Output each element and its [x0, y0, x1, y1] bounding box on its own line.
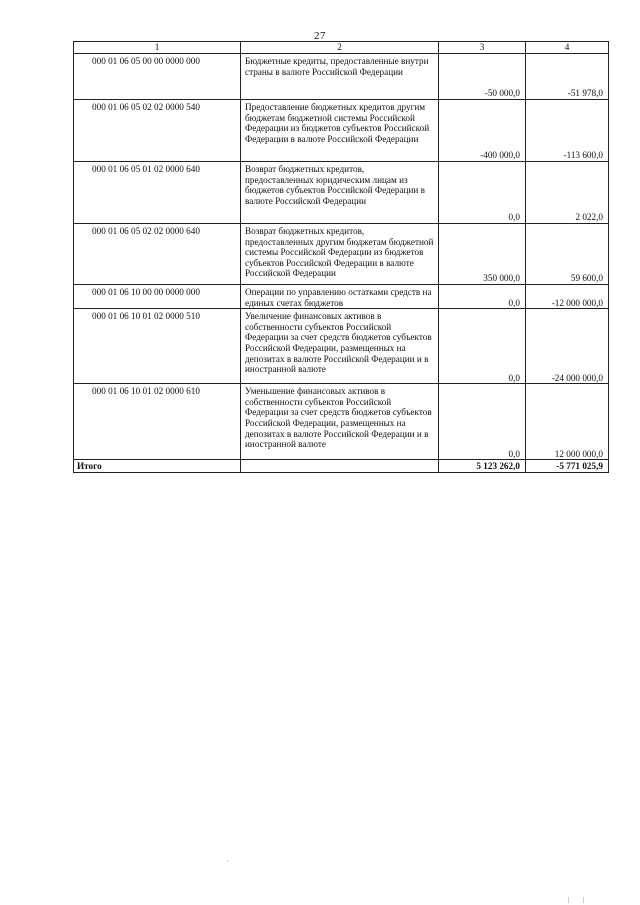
amount-col3: 350 000,0 — [439, 224, 526, 285]
amount-col3: -400 000,0 — [439, 100, 526, 162]
total-empty-cell — [241, 460, 439, 473]
amount-col4: 12 000 000,0 — [526, 384, 609, 460]
total-label: Итого — [74, 460, 241, 473]
amount-col3: -50 000,0 — [439, 54, 526, 100]
table-row — [74, 384, 609, 460]
total-col3: 5 123 262,0 — [439, 460, 526, 473]
amount-col4: -12 000 000,0 — [526, 285, 609, 309]
amount-col3: 0,0 — [439, 162, 526, 224]
amount-col3: 0,0 — [439, 384, 526, 460]
amount-col3: 0,0 — [439, 309, 526, 384]
item-name: Возврат бюджетных кредитов, предоставленных юридическим лицам из бюджетов субъектов Российской Федерации в валюте Российской Федерации — [241, 162, 439, 224]
column-header-2: 2 — [241, 42, 439, 54]
amount-col4: -51 978,0 — [526, 54, 609, 100]
item-name: Уменьшение финансовых активов в собственности субъектов Российской Федерации за счет средств бюджетов субъектов Российской Федерации, размещенных на депозитах в валюте Российской Федерации и в иностранной валюте — [241, 384, 439, 460]
table-row — [74, 309, 609, 384]
amount-col4: -113 600,0 — [526, 100, 609, 162]
table-row — [74, 162, 609, 224]
amount-col4: 59 600,0 — [526, 224, 609, 285]
column-header-1: 1 — [74, 42, 241, 54]
item-name: Бюджетные кредиты, предоставленные внутри страны в валюте Российской Федерации — [241, 54, 439, 100]
budget-code: 000 01 06 10 00 00 0000 000 — [74, 285, 241, 309]
budget-code: 000 01 06 05 00 00 0000 000 — [74, 54, 241, 100]
corner-mark: | | — [568, 896, 591, 904]
stray-mark: ′ — [227, 859, 229, 867]
budget-sources-table — [73, 41, 609, 473]
budget-code: 000 01 06 10 01 02 0000 510 — [74, 309, 241, 384]
table-row — [74, 100, 609, 162]
amount-col3: 0,0 — [439, 285, 526, 309]
table-row — [74, 285, 609, 309]
page-number: 27 — [314, 30, 326, 42]
item-name: Увеличение финансовых активов в собственности субъектов Российской Федерации за счет средств бюджетов субъектов Российской Федерации, размещенных на депозитах в валюте Российской Федерации и в иностранной валюте — [241, 309, 439, 384]
item-name: Предоставление бюджетных кредитов другим бюджетам бюджетной системы Российской Федерации из бюджетов субъектов Российской Федерации в валюте Российской Федерации — [241, 100, 439, 162]
total-col4: -5 771 025,9 — [526, 460, 609, 473]
amount-col4: 2 022,0 — [526, 162, 609, 224]
column-header-4: 4 — [526, 42, 609, 54]
budget-code: 000 01 06 05 02 02 0000 640 — [74, 224, 241, 285]
budget-code: 000 01 06 05 02 02 0000 540 — [74, 100, 241, 162]
budget-code: 000 01 06 10 01 02 0000 610 — [74, 384, 241, 460]
header-row — [74, 42, 609, 54]
budget-code: 000 01 06 05 01 02 0000 640 — [74, 162, 241, 224]
column-header-3: 3 — [439, 42, 526, 54]
table-row — [74, 224, 609, 285]
total-row — [74, 460, 609, 473]
item-name: Операции по управлению остатками средств на единых счетах бюджетов — [241, 285, 439, 309]
table-row — [74, 54, 609, 100]
item-name: Возврат бюджетных кредитов, предоставленных другим бюджетам бюджетной системы Российской Федерации из бюджетов субъектов Российской Федерации в валюте Российской Федерации — [241, 224, 439, 285]
amount-col4: -24 000 000,0 — [526, 309, 609, 384]
